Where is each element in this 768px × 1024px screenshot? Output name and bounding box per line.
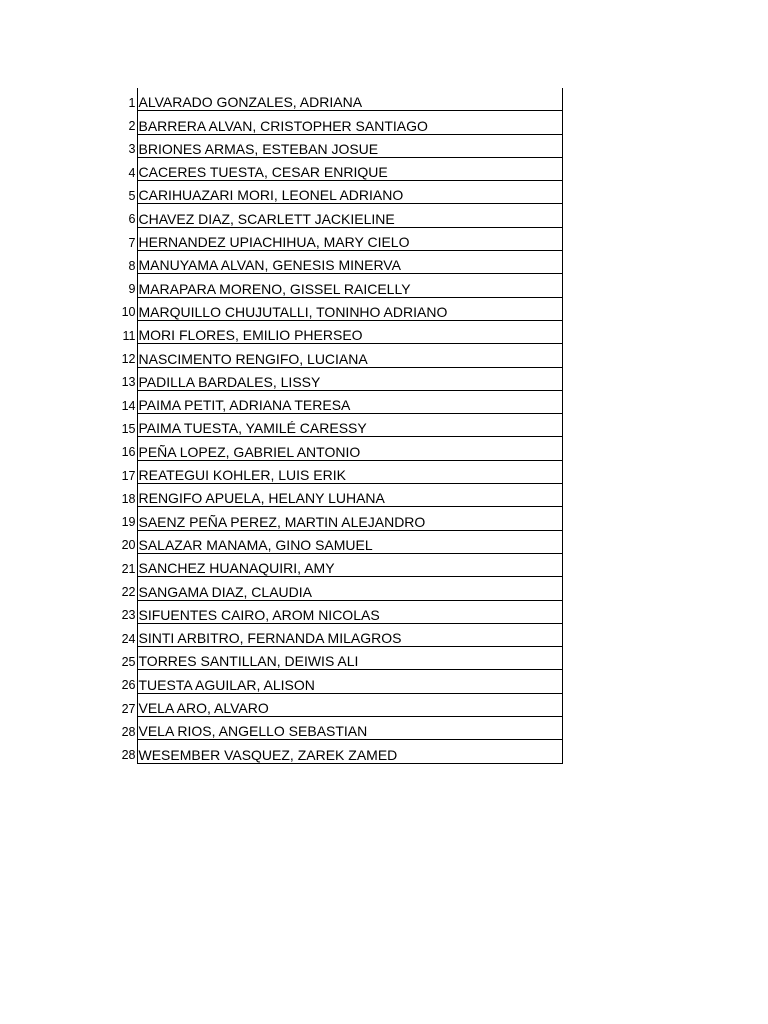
table-row <box>112 297 562 320</box>
student-name: BRIONES ARMAS, ESTEBAN JOSUE <box>137 134 562 157</box>
row-number: 1 <box>128 95 136 110</box>
student-name: SINTI ARBITRO, FERNANDA MILAGROS <box>137 623 562 646</box>
row-number: 16 <box>121 445 136 460</box>
table-row <box>112 530 562 553</box>
table-row <box>112 623 562 646</box>
row-number: 7 <box>128 235 136 250</box>
student-name: SANCHEZ HUANAQUIRI, AMY <box>137 553 562 576</box>
row-number: 2 <box>128 119 136 134</box>
table-row <box>112 274 562 297</box>
row-number: 13 <box>121 375 136 390</box>
row-number: 8 <box>128 258 136 273</box>
table-row <box>112 320 562 343</box>
table-row <box>112 484 562 507</box>
student-name: SALAZAR MANAMA, GINO SAMUEL <box>137 530 562 553</box>
table-row <box>112 577 562 600</box>
row-number: 6 <box>128 212 136 227</box>
table-row <box>112 717 562 740</box>
row-number: 20 <box>121 538 136 553</box>
student-name: MANUYAMA ALVAN, GENESIS MINERVA <box>137 251 562 274</box>
table-row <box>112 88 562 111</box>
table-row <box>112 553 562 576</box>
row-number: 4 <box>128 165 136 180</box>
table-row <box>112 600 562 623</box>
student-name: MORI FLORES, EMILIO PHERSEO <box>137 320 562 343</box>
table-row <box>112 647 562 670</box>
row-number: 11 <box>122 328 136 343</box>
table-row <box>112 251 562 274</box>
student-name: SAENZ PEÑA PEREZ, MARTIN ALEJANDRO <box>137 507 562 530</box>
row-number: 23 <box>121 608 136 623</box>
row-number: 14 <box>121 398 136 413</box>
row-number: 18 <box>121 491 136 506</box>
student-name: VELA RIOS, ANGELLO SEBASTIAN <box>137 717 562 740</box>
student-name: NASCIMENTO RENGIFO, LUCIANA <box>137 344 562 367</box>
row-number: 26 <box>121 678 136 693</box>
table-row <box>112 181 562 204</box>
row-number: 27 <box>121 701 136 716</box>
row-number: 10 <box>121 305 136 320</box>
student-name: MARQUILLO CHUJUTALLI, TONINHO ADRIANO <box>137 297 562 320</box>
student-name: ALVARADO GONZALES, ADRIANA <box>137 88 562 111</box>
table-row <box>112 344 562 367</box>
table-row <box>112 670 562 693</box>
student-name: VELA ARO, ALVARO <box>137 693 562 716</box>
student-name: PADILLA BARDALES, LISSY <box>137 367 562 390</box>
table-row <box>112 390 562 413</box>
row-number: 24 <box>121 631 136 646</box>
student-name: TORRES SANTILLAN, DEIWIS ALI <box>137 647 562 670</box>
student-name: SIFUENTES CAIRO, AROM NICOLAS <box>137 600 562 623</box>
table-row <box>112 227 562 250</box>
table-row <box>112 460 562 483</box>
row-number: 9 <box>128 282 136 297</box>
row-number: 12 <box>121 352 136 367</box>
student-name: BARRERA ALVAN, CRISTOPHER SANTIAGO <box>137 111 562 134</box>
row-number: 15 <box>121 421 136 436</box>
row-number: 21 <box>121 561 136 576</box>
table-row <box>112 414 562 437</box>
student-name: MARAPARA MORENO, GISSEL RAICELLY <box>137 274 562 297</box>
row-number: 17 <box>121 468 136 483</box>
student-name: WESEMBER VASQUEZ, ZAREK ZAMED <box>137 740 562 763</box>
row-number: 22 <box>121 585 136 600</box>
student-name: CARIHUAZARI MORI, LEONEL ADRIANO <box>137 181 562 204</box>
table-row <box>112 507 562 530</box>
row-number: 3 <box>128 142 136 157</box>
table-row <box>112 204 562 227</box>
table-row <box>112 367 562 390</box>
table-row <box>112 437 562 460</box>
table-row <box>112 693 562 716</box>
student-name: PAIMA PETIT, ADRIANA TERESA <box>137 390 562 413</box>
student-roster-table <box>112 88 563 764</box>
student-name: SANGAMA DIAZ, CLAUDIA <box>137 577 562 600</box>
table-row <box>112 157 562 180</box>
student-name: PAIMA TUESTA, YAMILÉ CARESSY <box>137 414 562 437</box>
row-number: 5 <box>128 188 136 203</box>
student-name: PEÑA LOPEZ, GABRIEL ANTONIO <box>137 437 562 460</box>
student-name: RENGIFO APUELA, HELANY LUHANA <box>137 484 562 507</box>
student-name: TUESTA AGUILAR, ALISON <box>137 670 562 693</box>
table-row <box>112 740 562 763</box>
student-name: CACERES TUESTA, CESAR ENRIQUE <box>137 157 562 180</box>
row-number: 28 <box>121 724 136 739</box>
table-row <box>112 111 562 134</box>
student-name: HERNANDEZ UPIACHIHUA, MARY CIELO <box>137 227 562 250</box>
row-number: 28 <box>121 748 136 763</box>
student-name: REATEGUI KOHLER, LUIS ERIK <box>137 460 562 483</box>
roster-body <box>112 88 562 763</box>
student-name: CHAVEZ DIAZ, SCARLETT JACKIELINE <box>137 204 562 227</box>
table-row <box>112 134 562 157</box>
row-number: 25 <box>121 654 136 669</box>
student-roster-sheet <box>112 88 562 764</box>
row-number: 19 <box>121 515 136 530</box>
